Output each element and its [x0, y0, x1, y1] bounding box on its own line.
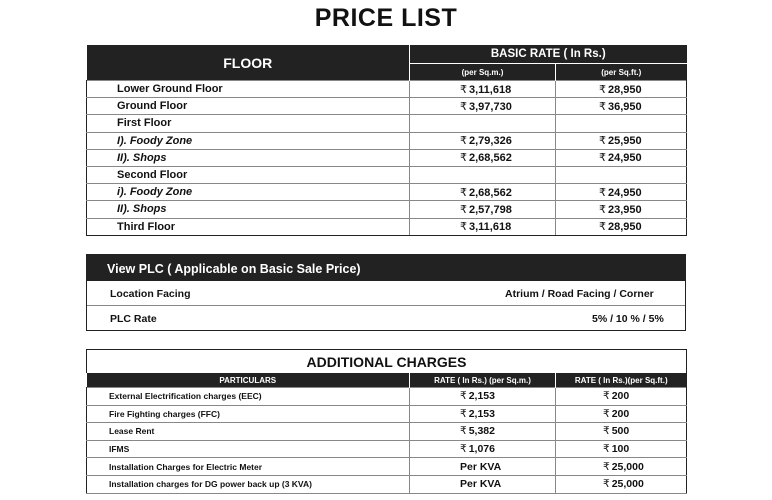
charge-row — [87, 405, 687, 423]
rate-per-sqm — [410, 218, 556, 235]
floor-name: i). Foody Zone — [87, 184, 410, 201]
charge-particular: Fire Fighting charges (FFC) — [87, 405, 410, 423]
floor-name: Third Floor — [87, 218, 410, 235]
price-value: 2,153 — [468, 407, 495, 420]
charge-rate-sqft — [556, 458, 687, 476]
price-value: 25,950 — [608, 135, 642, 148]
price-value: Per KVA — [460, 460, 502, 473]
rate-per-sqft — [556, 98, 687, 115]
page-title: PRICE LIST — [314, 4, 458, 32]
rate-per-sqm — [410, 98, 556, 115]
floor-name: I). Foody Zone — [87, 132, 410, 149]
particulars-header: PARTICULARS — [87, 373, 410, 388]
location-facing-value: Atrium / Road Facing / Corner — [505, 288, 654, 300]
floor-row — [87, 166, 687, 183]
rupee-icon: ₹ — [460, 135, 467, 148]
plc-header: View PLC ( Applicable on Basic Sale Price) — [87, 255, 685, 281]
charge-particular: External Electrification charges (EEC) — [87, 388, 410, 406]
rupee-icon: ₹ — [599, 203, 606, 216]
charge-row — [87, 423, 687, 441]
unit-sqm-header: (per Sq.m.) — [410, 64, 556, 81]
rate-sqm-header: RATE ( In Rs.) (per Sq.m.) — [410, 373, 556, 388]
floor-row — [87, 132, 687, 149]
charge-row — [87, 458, 687, 476]
price-value: 25,000 — [611, 460, 644, 473]
price-value: 100 — [611, 443, 630, 456]
price-value: 25,000 — [611, 478, 644, 491]
floor-name: II). Shops — [87, 201, 410, 218]
rate-per-sqft — [556, 115, 687, 132]
floor-row — [87, 149, 687, 166]
price-value: 24,950 — [608, 186, 642, 199]
floor-name: Ground Floor — [87, 98, 410, 115]
rate-per-sqft — [556, 218, 687, 235]
rate-per-sqm — [410, 132, 556, 149]
rate-per-sqm — [410, 201, 556, 218]
rupee-icon: ₹ — [599, 152, 606, 165]
floor-row — [87, 81, 687, 98]
floor-name: Lower Ground Floor — [87, 81, 410, 98]
rupee-icon: ₹ — [460, 83, 467, 96]
rupee-icon: ₹ — [460, 186, 467, 199]
charge-row — [87, 475, 687, 493]
rate-sqft-header: RATE ( In Rs.)(per Sq.ft.) — [556, 373, 687, 388]
floor-row — [87, 98, 687, 115]
rate-per-sqft — [556, 201, 687, 218]
floor-row — [87, 184, 687, 201]
charge-particular: IFMS — [87, 440, 410, 458]
price-value: 3,11,618 — [469, 221, 512, 234]
rupee-icon: ₹ — [460, 152, 467, 165]
charge-particular: Lease Rent — [87, 423, 410, 441]
rupee-icon: ₹ — [599, 135, 606, 148]
price-value: 3,97,730 — [469, 100, 512, 113]
charge-rate-sqft — [556, 423, 687, 441]
rupee-icon: ₹ — [603, 460, 610, 473]
charge-particular: Installation Charges for Electric Meter — [87, 458, 410, 476]
rate-per-sqm — [410, 149, 556, 166]
charge-row — [87, 440, 687, 458]
rupee-icon: ₹ — [599, 186, 606, 199]
rupee-icon: ₹ — [603, 443, 610, 456]
plc-rate-label: PLC Rate — [110, 313, 157, 325]
charge-row — [87, 388, 687, 406]
rate-per-sqm — [410, 166, 556, 183]
charge-particular: Installation charges for DG power back up (3 KVA) — [87, 475, 410, 493]
rupee-icon: ₹ — [599, 100, 606, 113]
price-value: 2,57,798 — [469, 203, 512, 216]
rupee-icon: ₹ — [599, 221, 606, 234]
floor-price-table — [86, 45, 687, 236]
price-value: 2,68,562 — [469, 152, 512, 165]
price-value: Per KVA — [460, 478, 502, 491]
price-value: 28,950 — [608, 221, 642, 234]
charge-rate-sqm — [410, 423, 556, 441]
floor-row — [87, 201, 687, 218]
rupee-icon: ₹ — [460, 221, 467, 234]
rupee-icon: ₹ — [603, 478, 610, 491]
rupee-icon: ₹ — [460, 443, 467, 456]
price-value: 3,11,618 — [469, 83, 512, 96]
charge-rate-sqft — [556, 475, 687, 493]
charge-rate-sqm — [410, 458, 556, 476]
price-value: 36,950 — [608, 100, 642, 113]
plc-location-row — [87, 281, 685, 305]
price-value: 2,153 — [468, 390, 495, 403]
rate-per-sqft — [556, 149, 687, 166]
rupee-icon: ₹ — [460, 100, 467, 113]
floor-name: Second Floor — [87, 166, 410, 183]
floor-row — [87, 115, 687, 132]
rate-per-sqm — [410, 81, 556, 98]
floor-name: II). Shops — [87, 149, 410, 166]
floor-name: First Floor — [87, 115, 410, 132]
price-value: 200 — [611, 390, 630, 403]
floor-column-header: FLOOR — [87, 45, 410, 81]
charge-rate-sqft — [556, 388, 687, 406]
plc-rate-row — [87, 305, 685, 330]
charge-rate-sqft — [556, 405, 687, 423]
rupee-icon: ₹ — [460, 407, 467, 420]
charge-rate-sqft — [556, 440, 687, 458]
unit-sqft-header: (per Sq.ft.) — [556, 64, 687, 81]
price-value: 2,68,562 — [469, 186, 512, 199]
rupee-icon: ₹ — [603, 425, 610, 438]
rate-per-sqft — [556, 184, 687, 201]
rupee-icon: ₹ — [599, 83, 606, 96]
additional-charges-title: ADDITIONAL CHARGES — [87, 350, 687, 374]
rate-per-sqm — [410, 115, 556, 132]
charge-rate-sqm — [410, 405, 556, 423]
price-value: 28,950 — [608, 83, 642, 96]
price-value: 200 — [611, 407, 630, 420]
price-value: 24,950 — [608, 152, 642, 165]
location-facing-label: Location Facing — [110, 288, 191, 300]
rate-per-sqm — [410, 184, 556, 201]
rupee-icon: ₹ — [603, 407, 610, 420]
price-value: 5,382 — [468, 425, 495, 438]
rupee-icon: ₹ — [603, 390, 610, 403]
charge-rate-sqm — [410, 440, 556, 458]
charge-rate-sqm — [410, 475, 556, 493]
rate-per-sqft — [556, 166, 687, 183]
price-value: 1,076 — [468, 443, 495, 456]
basic-rate-header: BASIC RATE ( In Rs.) — [410, 45, 687, 64]
plc-section — [86, 254, 686, 331]
rupee-icon: ₹ — [460, 203, 467, 216]
additional-charges-table — [86, 349, 687, 494]
rupee-icon: ₹ — [460, 425, 467, 438]
floor-row — [87, 218, 687, 235]
rupee-icon: ₹ — [460, 390, 467, 403]
price-value: 2,79,326 — [469, 135, 512, 148]
price-value: 23,950 — [608, 203, 642, 216]
rate-per-sqft — [556, 81, 687, 98]
charge-rate-sqm — [410, 388, 556, 406]
plc-rate-value: 5% / 10 % / 5% — [592, 313, 664, 325]
rate-per-sqft — [556, 132, 687, 149]
price-value: 500 — [611, 425, 630, 438]
